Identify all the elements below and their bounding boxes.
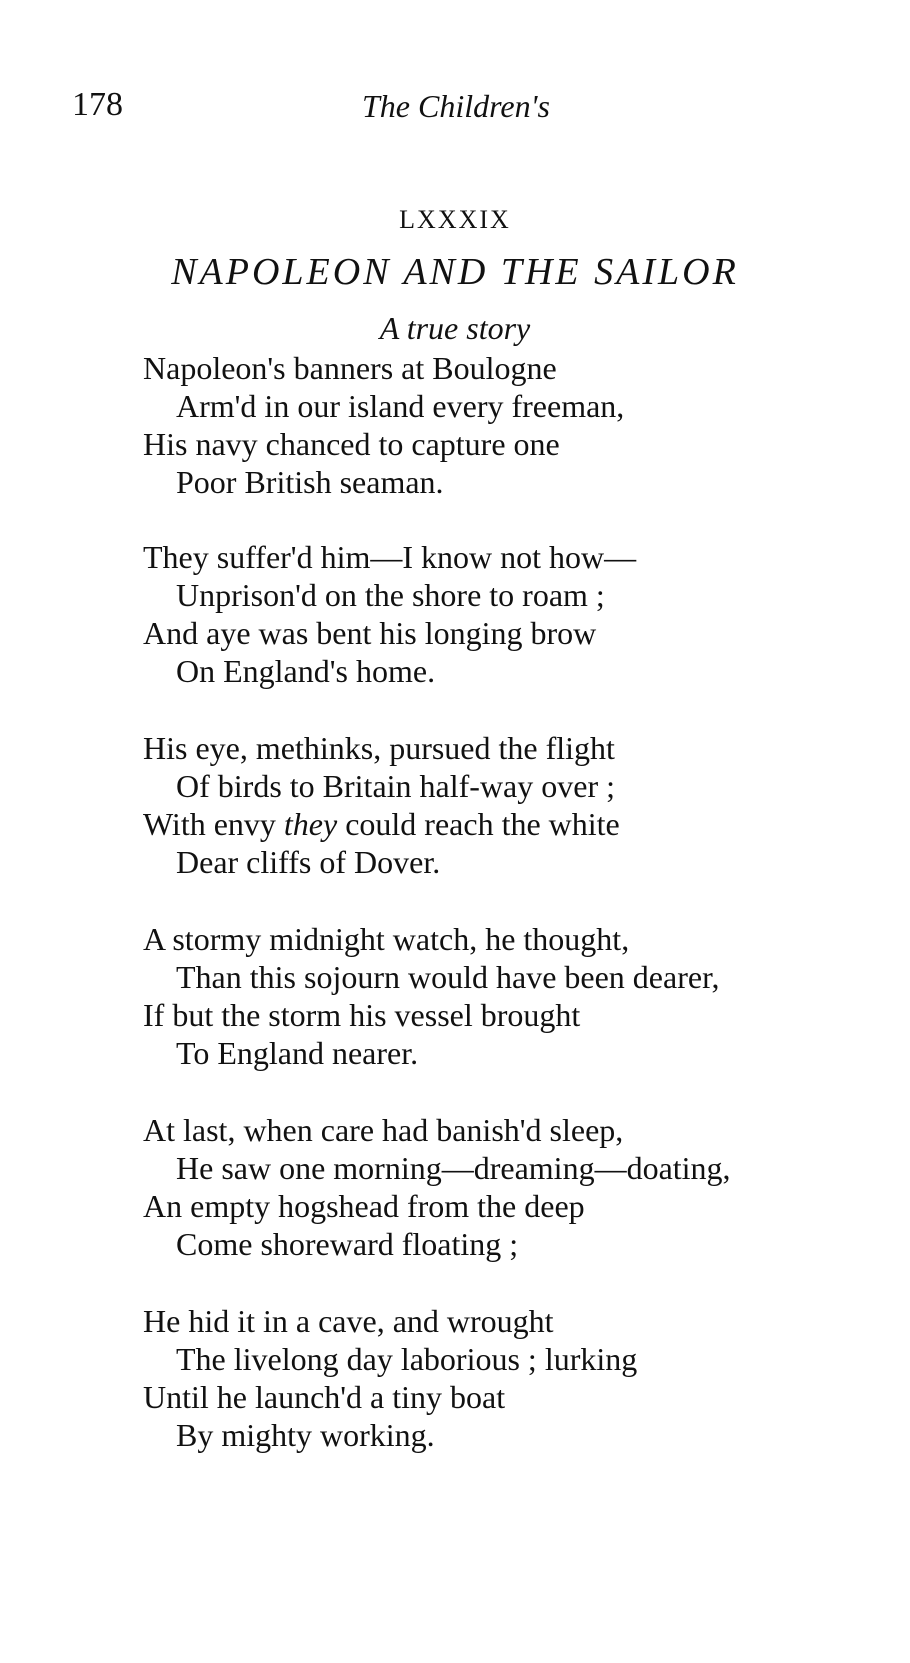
stanza-2 — [143, 538, 893, 690]
poem-line: Napoleon's banners at Boulogne — [143, 350, 557, 386]
poem-line: The livelong day laborious ; lurking — [176, 1341, 638, 1377]
poem-line: To England nearer. — [176, 1035, 419, 1071]
page-number: 178 — [72, 86, 123, 123]
stanza-3 — [143, 729, 893, 881]
poem-line: His eye, methinks, pursued the flight — [143, 730, 615, 766]
stanza-4 — [143, 920, 893, 1072]
poem-subtitle: A true story — [379, 310, 531, 346]
poem-line-part: could reach the white — [337, 806, 620, 842]
stanza-5 — [143, 1111, 893, 1263]
poem-line: On England's home. — [176, 653, 436, 689]
poem-line: At last, when care had banish'd sleep, — [143, 1112, 624, 1148]
poem-line: He hid it in a cave, and wrought — [143, 1303, 554, 1339]
poem-line: An empty hogshead from the deep — [143, 1188, 585, 1224]
poem-line: A stormy midnight watch, he thought, — [143, 921, 630, 957]
poem-line: Of birds to Britain half-way over ; — [176, 768, 615, 804]
poem-line: And aye was bent his longing brow — [143, 615, 597, 651]
poem-title: NAPOLEON AND THE SAILOR — [171, 251, 739, 293]
poem-line: Come shoreward floating ; — [176, 1226, 519, 1262]
poem-line-part: With envy — [143, 806, 284, 842]
poem-line — [143, 805, 893, 843]
poem-line-emphasis: they — [283, 806, 338, 842]
poem-line: Until he launch'd a tiny boat — [143, 1379, 506, 1415]
poem-line: His navy chanced to capture one — [143, 426, 560, 462]
poem-line: He saw one morning—dreaming—doating, — [176, 1150, 731, 1186]
poem-line: If but the storm his vessel brought — [143, 997, 581, 1033]
poem-line: Dear cliffs of Dover. — [176, 844, 441, 880]
poem-line: Poor British seaman. — [176, 464, 444, 500]
poem-line: Arm'd in our island every freeman, — [176, 388, 625, 424]
poem-line: They suffer'd him—I know not how— — [143, 539, 637, 575]
poem-line: Than this sojourn would have been dearer, — [176, 959, 720, 995]
running-head: The Children's — [362, 88, 550, 124]
poem-line: By mighty working. — [176, 1417, 435, 1453]
stanza-1 — [143, 349, 893, 501]
poem-number: LXXXIX — [399, 205, 511, 234]
stanza-6 — [143, 1302, 893, 1454]
poem-line: Unprison'd on the shore to roam ; — [176, 577, 605, 613]
